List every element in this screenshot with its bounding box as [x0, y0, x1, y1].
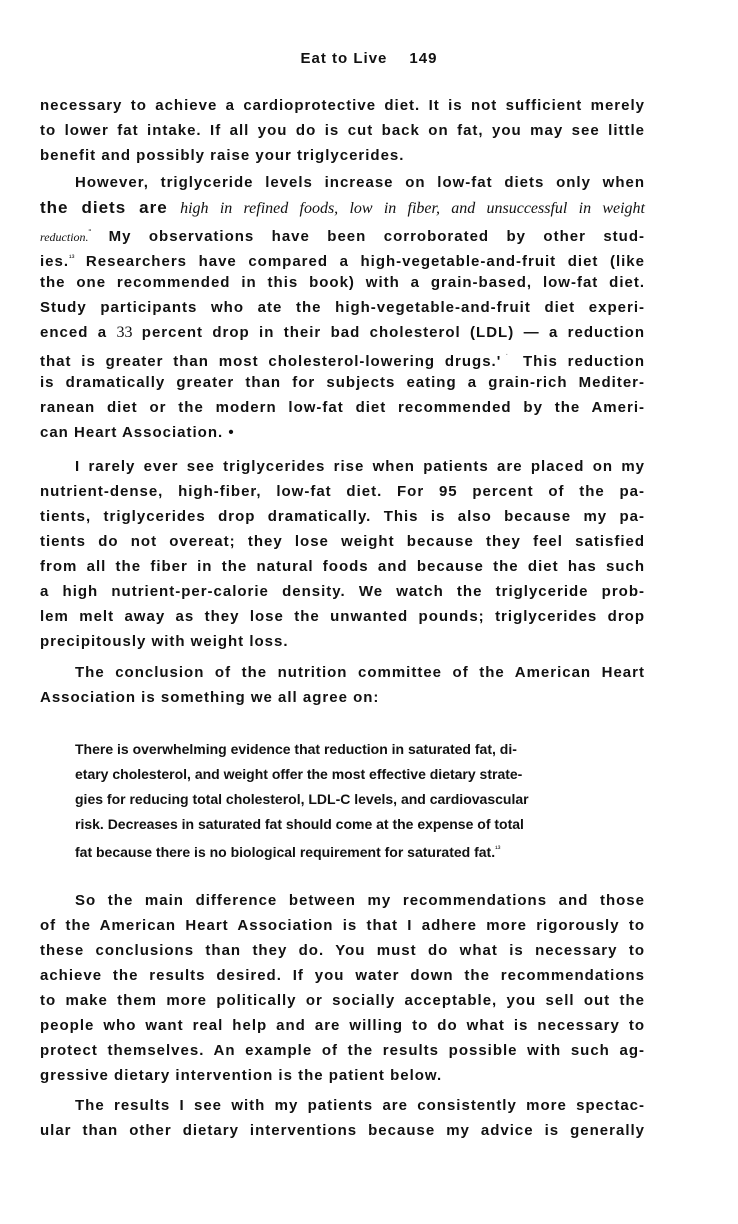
footnote-mark: ¹³	[495, 844, 501, 853]
block-quote-line: There is overwhelming evidence that reduction in saturated fat, di-	[75, 741, 517, 757]
paragraph-5-line: gressive dietary intervention is the patient below.	[40, 1067, 443, 1084]
block-quote-line	[75, 839, 595, 862]
paragraph-2-line	[40, 223, 645, 247]
paragraph-2-line: Study participants who ate the high-vegetable-and-fruit diet experi-	[40, 299, 645, 316]
page-number: 149	[409, 50, 438, 67]
text-span: My observations have been corroborated by other stud-	[91, 228, 645, 245]
footnote-mark: ¹³	[69, 253, 75, 262]
paragraph-4-line: The conclusion of the nutrition committee of the American Heart	[75, 664, 645, 681]
block-quote-line: risk. Decreases in saturated fat should come at the expense of total	[75, 816, 524, 832]
paragraph-2-line: is dramatically greater than for subjects eating a grain-rich Mediter-	[40, 374, 645, 391]
paragraph-3-line: from all the fiber in the natural foods and because the diet has such	[40, 558, 645, 575]
paragraph-5-line: So the main difference between my recommendations and those	[75, 892, 645, 909]
italic-text: reduction.	[40, 230, 89, 244]
running-header	[0, 50, 738, 67]
paragraph-2-line	[40, 248, 645, 272]
text-span: fat because there is no biological requirement for saturated fat.	[75, 844, 496, 860]
paragraph-3-line: nutrient-dense, high-fiber, low-fat diet. For 95 percent of the pa-	[40, 483, 645, 500]
paragraph-1-line: to lower fat intake. If all you do is cut back on fat, you may see little	[40, 122, 645, 139]
paragraph-2-line: the one recommended in this book) with a grain-based, low-fat diet.	[40, 274, 645, 291]
paragraph-6-line: The results I see with my patients are consistently more spectac-	[75, 1097, 645, 1114]
text-span: enced a	[40, 324, 117, 341]
paragraph-3-line: I rarely ever see triglycerides rise when patients are placed on my	[75, 458, 645, 475]
paragraph-5-line: achieve the results desired. If you water down the recommendations	[40, 967, 645, 984]
block-quote-line: etary cholesterol, and weight offer the most effective dietary strate-	[75, 766, 523, 782]
paragraph-3-line: precipitously with weight loss.	[40, 633, 289, 650]
book-title: Eat to Live	[300, 50, 388, 67]
paragraph-2-line	[40, 348, 645, 372]
paragraph-5-line: protect themselves. An example of the results possible with such ag-	[40, 1042, 645, 1059]
paragraph-5-line: people who want real help and are willing to do what is necessary to	[40, 1017, 645, 1034]
footnote-mark: ˙	[501, 353, 514, 362]
paragraph-5-line: of the American Heart Association is that I adhere more rigorously to	[40, 917, 645, 934]
paragraph-4-line: Association is something we all agree on:	[40, 689, 380, 706]
paragraph-5-line: to make them more politically or socially acceptable, you sell out the	[40, 992, 645, 1009]
paragraph-2-line	[40, 198, 645, 219]
block-quote-line: gies for reducing total cholesterol, LDL-C levels, and cardiovascular	[75, 791, 529, 807]
paragraph-2-line: can Heart Association. •	[40, 424, 235, 441]
text-span: ies.	[40, 253, 70, 270]
paragraph-1-line: necessary to achieve a cardioprotective diet. It is not sufficient merely	[40, 97, 645, 114]
paragraph-2-line: ranean diet or the modern low-fat diet recommended by the Ameri-	[40, 399, 645, 416]
text-span: This reduction	[513, 353, 645, 370]
text-span: the diets are	[40, 198, 168, 217]
paragraph-2-line: However, triglyceride levels increase on low-fat diets only when	[75, 174, 645, 191]
paragraph-3-line: tients do not overeat; they lose weight because they feel satisfied	[40, 533, 645, 550]
paragraph-3-line: a high nutrient-per-calorie density. We watch the triglyceride prob-	[40, 583, 645, 600]
number-text: 33	[116, 324, 133, 341]
text-span: Researchers have compared a high-vegetable-and-fruit diet (like	[74, 253, 645, 270]
text-span: percent drop in their bad cholesterol (LDL) — a reduction	[132, 324, 645, 341]
paragraph-3-line: lem melt away as they lose the unwanted pounds; triglycerides drop	[40, 608, 645, 625]
paragraph-5-line: these conclusions than they do. You must do what is necessary to	[40, 942, 645, 959]
text-span: that is greater than most cholesterol-lowering drugs.'	[40, 353, 502, 370]
paragraph-1-line: benefit and possibly raise your triglycerides.	[40, 147, 405, 164]
paragraph-3-line: tients, triglycerides drop dramatically. This is also because my pa-	[40, 508, 645, 525]
paragraph-6-line: ular than other dietary interventions because my advice is generally	[40, 1122, 645, 1139]
paragraph-2-line	[40, 323, 645, 343]
italic-text: high in refined foods, low in fiber, and unsuccessful in weight	[180, 200, 645, 217]
footnote-mark: “	[88, 228, 92, 237]
